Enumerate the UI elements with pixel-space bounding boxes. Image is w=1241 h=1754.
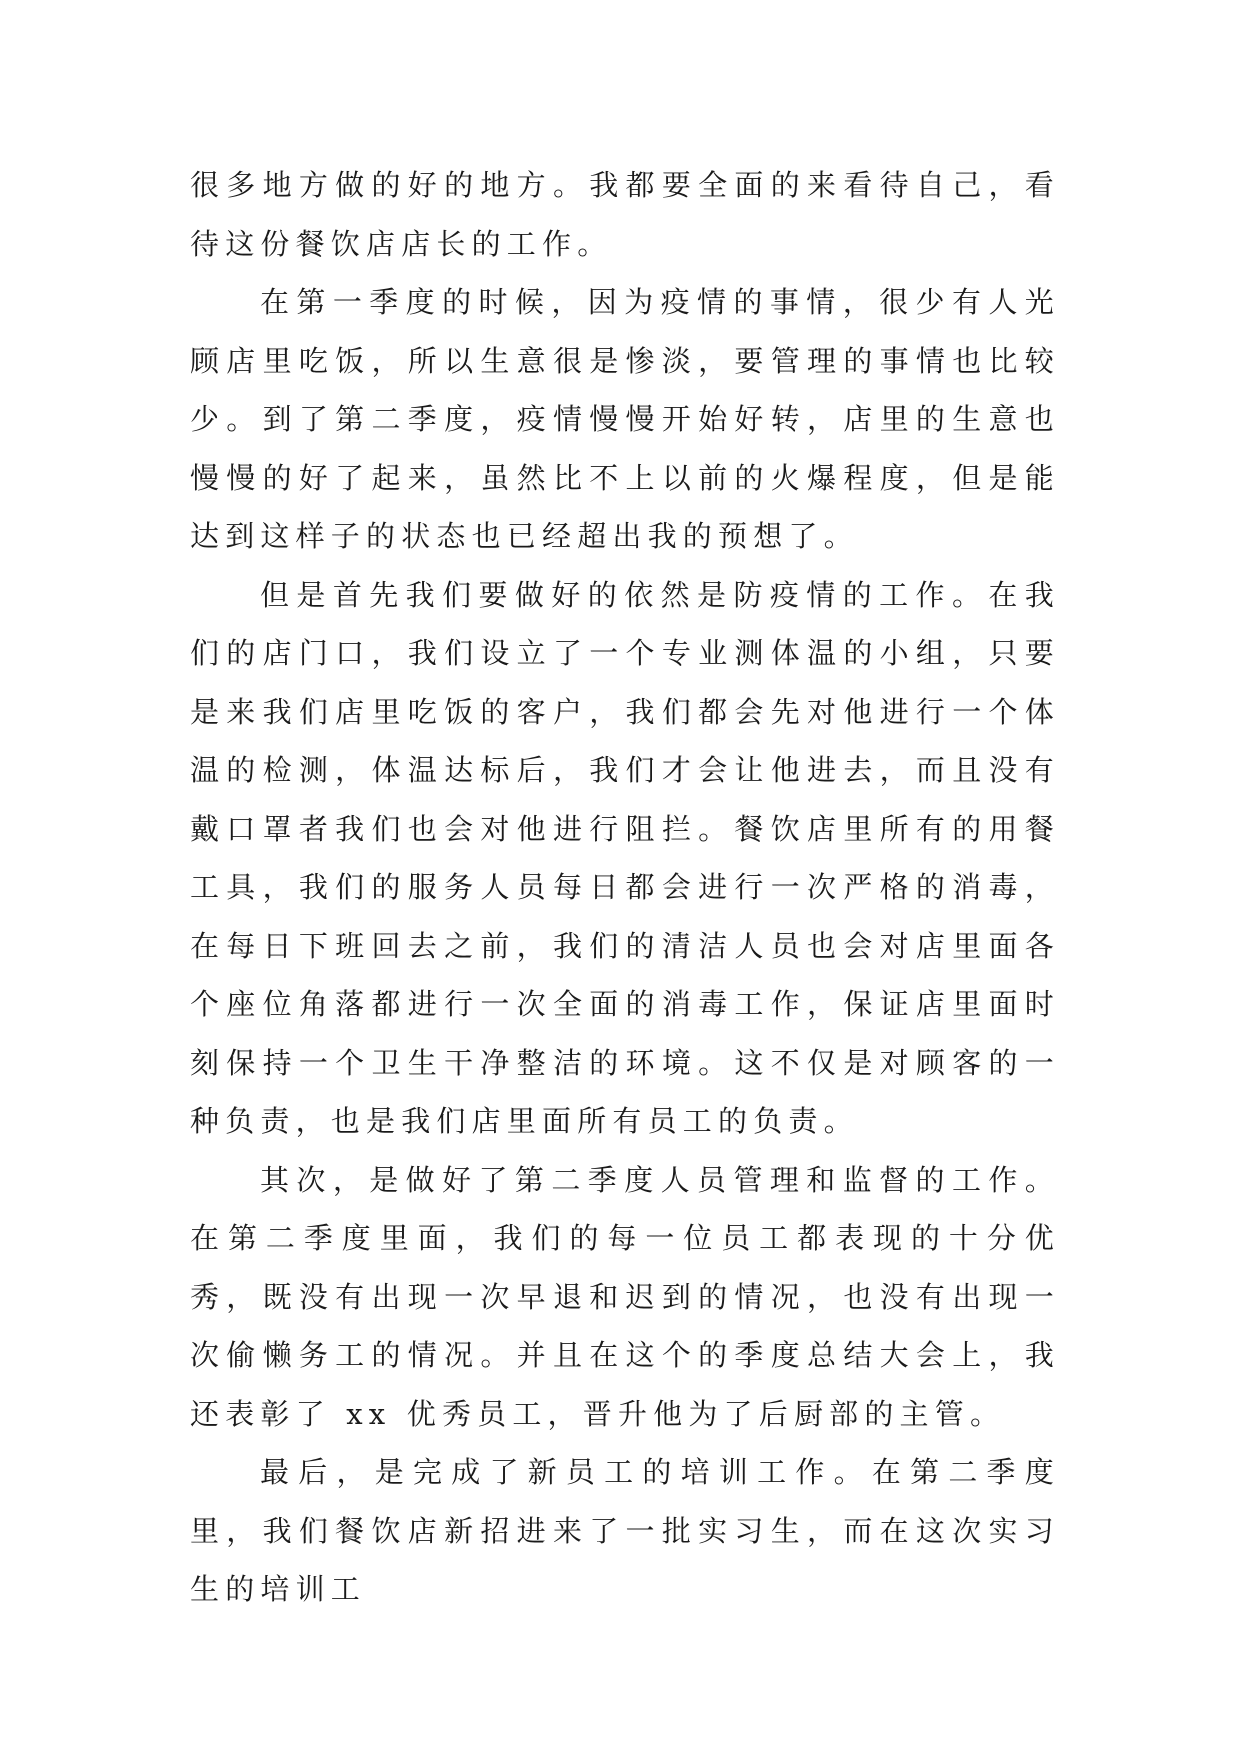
paragraph-2: 在第一季度的时候，因为疫情的事情，很少有人光顾店里吃饭，所以生意很是惨淡，要管理的事情也比较少。到了第二季度，疫情慢慢开始好转，店里的生意也慢慢的好了起来，虽然比不上以前的火爆程度，但是能达到这样子的状态也已经超出我的预想了。 bbox=[190, 285, 1060, 553]
document-body bbox=[190, 156, 1060, 1619]
paragraph-5: 最后，是完成了新员工的培训工作。在第二季度里，我们餐饮店新招进来了一批实习生，而在这次实习生的培训工 bbox=[190, 1455, 1060, 1606]
paragraph-4: 其次，是做好了第二季度人员管理和监督的工作。在第二季度里面，我们的每一位员工都表现的十分优秀，既没有出现一次早退和迟到的情况，也没有出现一次偷懒务工的情况。并且在这个的季度总结大会上，我还表彰了 xx 优秀员工，晋升他为了后厨部的主管。 bbox=[190, 1162, 1060, 1431]
paragraph-3: 但是首先我们要做好的依然是防疫情的工作。在我们的店门口，我们设立了一个专业测体温的小组，只要是来我们店里吃饭的客户，我们都会先对他进行一个体温的检测，体温达标后，我们才会让他进去，而且没有戴口罩者我们也会对他进行阻拦。餐饮店里所有的用餐工具，我们的服务人员每日都会进行一次严格的消毒，在每日下班回去之前，我们的清洁人员也会对店里面各个座位角落都进行一次全面的消毒工作，保证店里面时刻保持一个卫生干净整洁的环境。这不仅是对顾客的一种负责，也是我们店里面所有员工的负责。 bbox=[190, 577, 1060, 1138]
paragraph-1: 很多地方做的好的地方。我都要全面的来看待自己，看待这份餐饮店店长的工作。 bbox=[190, 168, 1060, 261]
